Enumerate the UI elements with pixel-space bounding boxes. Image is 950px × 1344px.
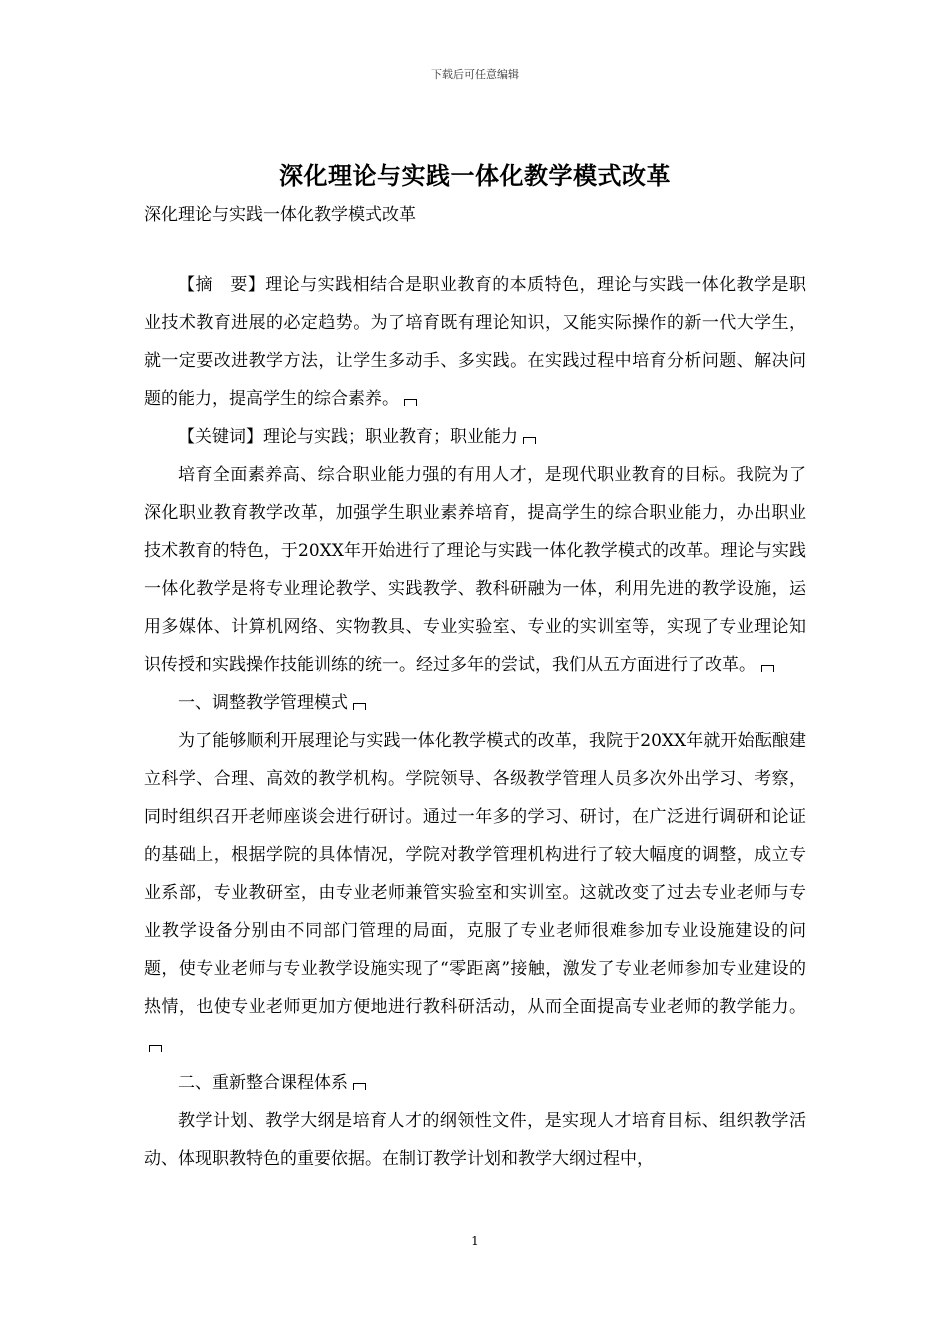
body-paragraph: 教学计划、教学大纲是培育人才的纲领性文件，是实现人才培育目标、组织教学活动、体现职教特色的重要依据。在制订教学计划和教学大纲过程中，: [144, 1111, 806, 1169]
document-body: [144, 266, 806, 1178]
section-heading: 一、调整教学管理模式: [144, 684, 806, 722]
document-subtitle: 深化理论与实践一体化教学模式改革: [144, 205, 416, 225]
page-number: 1: [471, 1234, 479, 1248]
page-header: 下载后可任意编辑: [431, 68, 519, 81]
body-paragraph: 为了能够顺利开展理论与实践一体化教学模式的改革，我院于20XX年就开始酝酿建立科学、合理、高效的教学机构。学院领导、各级教学管理人员多次外出学习、考察，同时组织召开老师座谈会进行研讨。通过一年多的学习、研讨，在广泛进行调研和论证的基础上，根据学院的具体情况，学院对教学管理机构进行了较大幅度的调整，成立专业系部，专业教研室，由专业老师兼管实验室和实训室。这就改变了过去专业老师与专业教学设备分别由不同部门管理的局面，克服了专业老师很难参加专业设施建设的问题，使专业老师与专业教学设施实现了“零距离”接触，激发了专业老师参加专业建设的热情，也使专业老师更加方便地进行教科研活动，从而全面提高专业老师的教学能力。: [144, 722, 806, 1064]
keywords-paragraph: 【关键词】理论与实践；职业教育；职业能力: [144, 418, 806, 456]
paragraph-mark-icon: [404, 399, 417, 406]
paragraph-mark-icon: [149, 1045, 162, 1052]
document-title: 深化理论与实践一体化教学模式改革: [279, 161, 671, 190]
paragraph-mark-icon: [353, 1083, 366, 1090]
section-heading: 二、重新整合课程体系: [144, 1064, 806, 1102]
paragraph-mark-icon: [523, 437, 536, 444]
abstract-paragraph: 【摘 要】理论与实践相结合是职业教育的本质特色，理论与实践一体化教学是职业技术教育进展的必定趋势。为了培育既有理论知识，又能实际操作的新一代大学生，就一定要改进教学方法，让学生多动手、多实践。在实践过程中培育分析问题、解决问题的能力，提高学生的综合素养。: [144, 275, 806, 409]
body-paragraph: 培育全面素养高、综合职业能力强的有用人才，是现代职业教育的目标。我院为了深化职业教育教学改革，加强学生职业素养培育，提高学生的综合职业能力，办出职业技术教育的特色，于20XX年开始进行了理论与实践一体化教学模式的改革。理论与实践一体化教学是将专业理论教学、实践教学、教科研融为一体，利用先进的教学设施，运用多媒体、计算机网络、实物教具、专业实验室、专业的实训室等，实现了专业理论知识传授和实践操作技能训练的统一。经过多年的尝试，我们从五方面进行了改革。: [144, 465, 806, 675]
paragraph-mark-icon: [353, 703, 366, 710]
paragraph-mark-icon: [761, 665, 774, 672]
